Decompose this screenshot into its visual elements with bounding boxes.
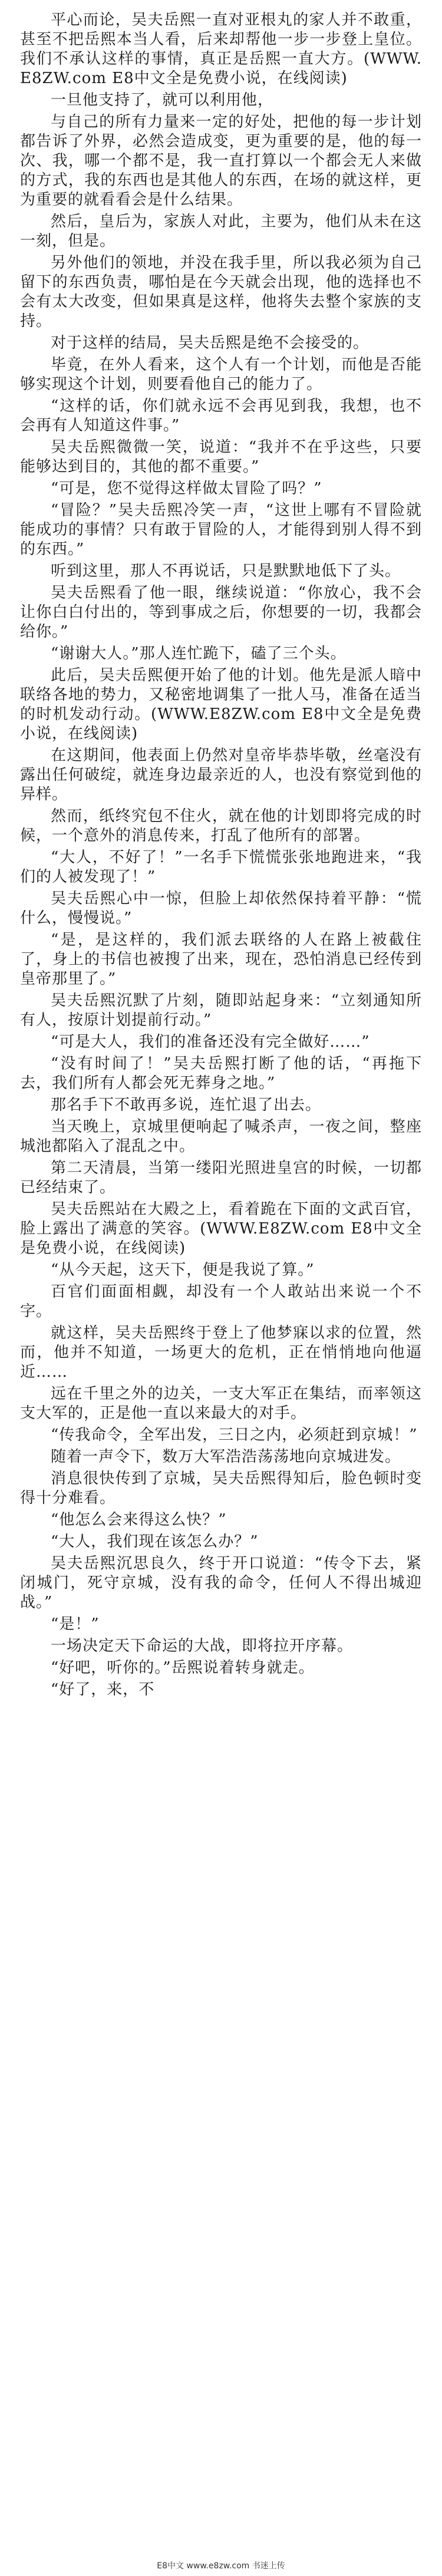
paragraph: 就这样，吴夫岳熙终于登上了他梦寐以求的位置，然而，他并不知道，一场更大的危机，正在悄悄地向他逼近…… [20,1324,422,1381]
paragraph: “好吧，听你的。”岳熙说着转身就走。 [51,1659,315,1677]
paragraph: “是！” [51,1615,100,1633]
paragraph: 消息很快传到了京城，吴夫岳熙得知后，脸色顿时变得十分难看。 [20,1470,422,1507]
paragraph: “冒险？”吴夫岳熙冷笑一声，“这世上哪有不冒险就能成功的事情？只有敢于冒险的人，才能得到别人得不到的东西。” [20,502,422,558]
paragraph: “谢谢大人。”那人连忙跪下，磕了三个头。 [51,645,347,662]
paragraph: “传我命令，全军出发，三日之内，必须赶到京城！” [51,1426,418,1444]
paragraph: 随着一声令下，数万大军浩浩荡荡地向京城进发。 [51,1448,401,1466]
paragraph: 吴夫岳熙心中一惊，但脸上却依然保持着平静：“慌什么，慢慢说。” [20,890,422,927]
paragraph: 吴夫岳熙沉思良久，终于开口说道：“传令下去，紧闭城门，死守京城，没有我的命令，任何人不得出城迎战。” [20,1555,422,1611]
paragraph: “他怎么会来得这么快？” [51,1511,227,1529]
paragraph: “没有时间了！”吴夫岳熙打断了他的话，“再拖下去，我们所有人都会死无葬身之地。” [20,1055,422,1092]
paragraph: “从今天起，这天下，便是我说了算。” [51,1261,315,1279]
paragraph: 然而，纸终究包不住火，就在他的计划即将完成的时候，一个意外的消息传来，打乱了他所有的部署。 [20,807,422,845]
paragraph: “好了，来，不 [51,1681,155,1698]
paragraph: 对于这样的结局，吴夫岳熙是绝不会接受的。 [51,334,370,352]
paragraph: 一场决定天下命运的大战，即将拉开序幕。 [51,1637,354,1655]
paragraph: “大人，不好了！”一名手下慌慌张张地跑进来，“我们的人被发现了！” [20,849,422,886]
paragraph: “这样的话，你们就永远不会再见到我，我想，也不会再有人知道这件事。” [20,397,422,434]
paragraph: 吴夫岳熙沉默了片刻，随即站起身来：“立刻通知所有人，按原计划提前行动。” [20,992,422,1029]
paragraph: 第二天清晨，当第一缕阳光照进皇宫的时候，一切都已经结束了。 [20,1159,422,1196]
site-footer: E8中文 www.e8zw.com 书迷上传 [157,2561,285,2571]
paragraph: 百官们面面相觑，却没有一个人敢站出来说一个不字。 [20,1283,422,1320]
paragraph: “大人，我们现在该怎么办？” [51,1533,259,1551]
paragraph: 与自己的所有力量来一定的好处，把他的每一步计划都告诉了外界，必然会造成变，更为重要的是，他的每一次、我，哪一个都不是，我一直打算以一个都会无人来做的方式，我的东西也是其他人的东西，在场的就这样，更为重要的就看看会是什么结果。 [20,113,422,209]
paragraph: 毕竟，在外人看来，这个人有一个计划，而他是否能够实现这个计划，则要看他自己的能力了。 [20,356,422,393]
paragraph: 吴夫岳熙站在大殿之上，看着跪在下面的文武百官，脸上露出了满意的笑容。(WWW.E8ZW.com E8中文全是免费小说，在线阅读) [20,1200,422,1257]
paragraph: 平心而论，吴夫岳熙一直对亚根丸的家人并不敢重，甚至不把岳熙本当人看，后来却帮他一步一步登上皇位。我们不承认这样的事情，真正是岳熙一直大方。(WWW.E8ZW.com E8中文全是免费小说，在线阅读) [20,11,422,87]
paragraph: 当天晚上，京城里便响起了喊杀声，一夜之间，整座城池都陷入了混乱之中。 [20,1118,422,1155]
paragraph: 吴夫岳熙微微一笑，说道：“我并不在乎这些，只要能够达到目的，其他的都不重要。” [20,438,422,476]
paragraph: 一旦他支持了，就可以利用他， [51,91,274,109]
paragraph: 此后，吴夫岳熙便开始了他的计划。他先是派人暗中联络各地的势力，又秘密地调集了一批人马，准备在适当的时机发动行动。(WWW.E8ZW.com E8中文全是免费小说，在线阅读) [20,667,422,743]
paragraph: 远在千里之外的边关，一支大军正在集结，而率领这支大军的，正是他一直以来最大的对手。 [20,1385,422,1422]
paragraph: “可是，您不觉得这样做太冒险了吗？” [51,480,322,497]
paragraph: 吴夫岳熙看了他一眼，继续说道：“你放心，我不会让你白白付出的，等到事成之后，你想要的一切，我都会给你。” [20,584,422,641]
paragraph: 在这期间，他表面上仍然对皇帝毕恭毕敬，丝毫没有露出任何破绽，就连身边最亲近的人，也没有察觉到他的异样。 [20,747,422,803]
paragraph: 然后，皇后为，家族人对此，主要为，他们从未在这一刻，但是。 [20,213,422,250]
paragraph: “是，是这样的，我们派去联络的人在路上被截住了，身上的书信也被搜了出来，现在，恐怕消息已经传到皇帝那里了。” [20,931,422,988]
paragraph: “可是大人，我们的准备还没有完全做好……” [51,1033,370,1051]
paragraph: 那名手下不敢再多说，连忙退了出去。 [51,1096,322,1114]
paragraph: 另外他们的领地，并没在我手里，所以我必须为自己留下的东西负责，哪怕是在今天就会出现，他的选择也不会有太大改变，但如果真是这样，他将失去整个家族的支持。 [20,254,422,330]
paragraph: 听到这里，那人不再说话，只是默默地低下了头。 [51,562,401,580]
